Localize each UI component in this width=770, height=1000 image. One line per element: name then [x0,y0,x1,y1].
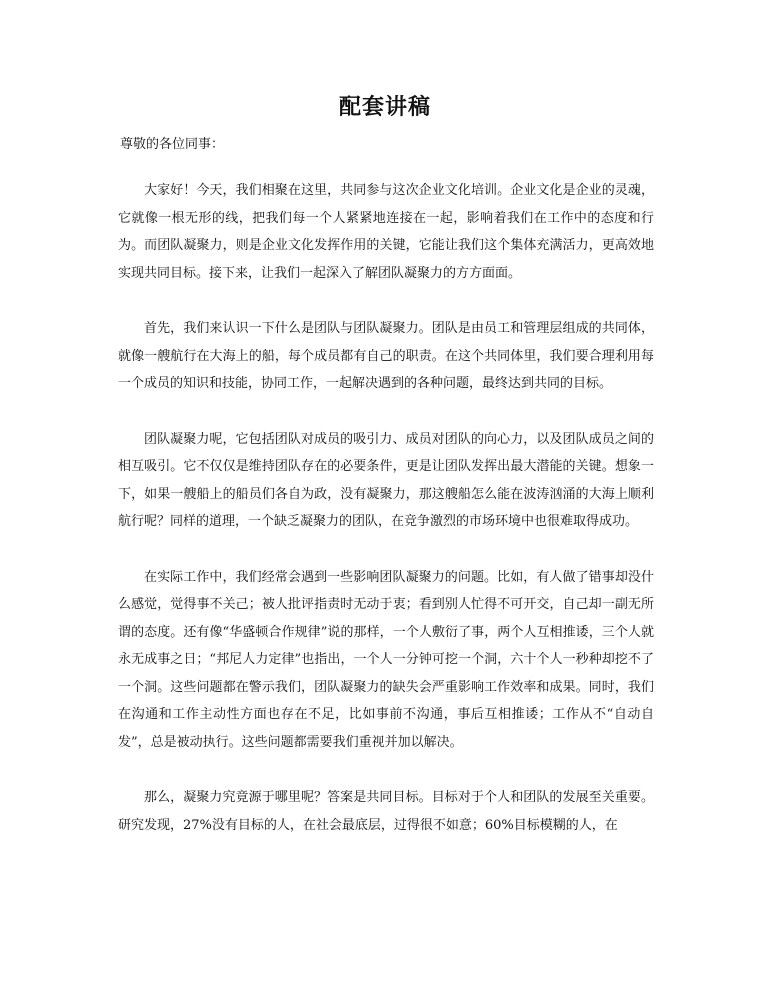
paragraph-problems: 在实际工作中，我们经常会遇到一些影响团队凝聚力的问题。比如，有人做了错事却没什么感觉，觉得事不关己；被人批评指责时无动于衷；看到别人忙得不可开交，自己却一副无所谓的态度。还有像“华盛顿合作规律”说的那样，一个人敷衍了事，两个人互相推诿，三个人就永无成事之日；“邦尼人力定律”也指出，一个人一分钟可挖一个洞，六十个人一秒种却挖不了一个洞。这些问题都在警示我们，团队凝聚力的缺失会严重影响工作效率和成果。同时，我们在沟通和工作主动性方面也存在不足，比如事前不沟通，事后互相推诿；工作从不“自动自发”，总是被动执行。这些问题都需要我们重视并加以解决。 [118,569,654,750]
paragraph-common-goal: 那么，凝聚力究竟源于哪里呢？答案是共同目标。目标对于个人和团队的发展至关重要。研究发现，27%没有目标的人，在社会最底层，过得很不如意；60%目标模糊的人，在 [118,790,654,833]
document-body [118,177,654,867]
paragraph-intro: 大家好！今天，我们相聚在这里，共同参与这次企业文化培训。企业文化是企业的灵魂，它就像一根无形的线，把我们每一个人紧紧地连接在一起，影响着我们在工作中的态度和行为。而团队凝聚力，则是企业文化发挥作用的关键，它能让我们这个集体充满活力，更高效地实现共同目标。接下来，让我们一起深入了解团队凝聚力的方方面面。 [118,183,654,281]
page-title: 配套讲稿 [338,94,431,120]
paragraph-cohesion-definition: 团队凝聚力呢，它包括团队对成员的吸引力、成员对团队的向心力，以及团队成员之间的相互吸引。它不仅仅是维持团队存在的必要条件，更是让团队发挥出最大潜能的关键。想象一下，如果一艘船上的船员们各自为政，没有凝聚力，那这艘船怎么能在波涛汹涌的大海上顺利航行呢？同样的道理，一个缺乏凝聚力的团队，在竞争激烈的市场环境中也很难取得成功。 [118,431,654,529]
salutation: 尊敬的各位同事： [120,137,225,152]
paragraph-team-definition: 首先，我们来认识一下什么是团队与团队凝聚力。团队是由员工和管理层组成的共同体，就像一艘航行在大海上的船，每个成员都有自己的职责。在这个共同体里，我们要合理利用每一个成员的知识和技能，协同工作，一起解决遇到的各种问题，最终达到共同的目标。 [118,321,654,391]
